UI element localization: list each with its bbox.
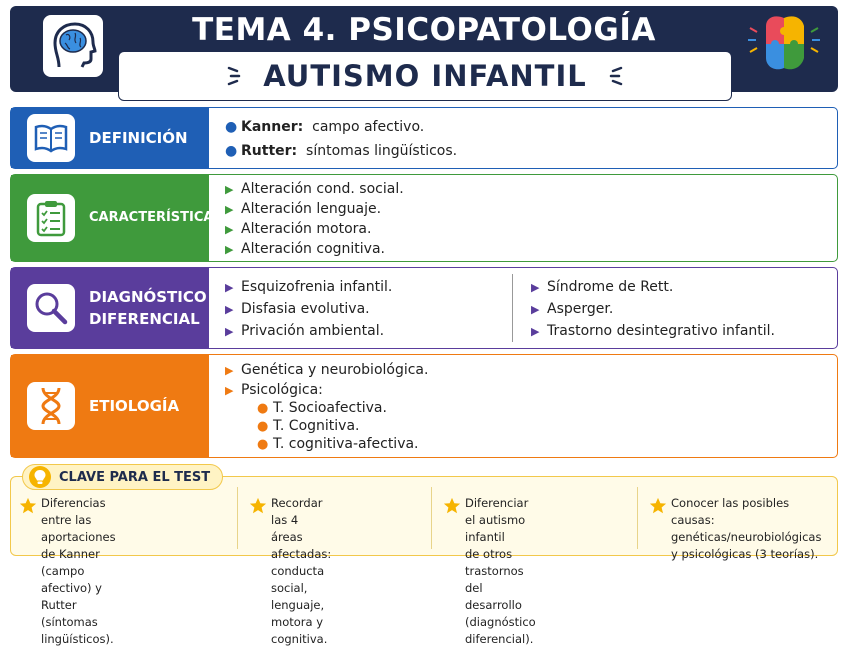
list-item: ▶ Asperger. [531, 301, 614, 317]
subtitle-banner [118, 51, 732, 101]
sub-list-item: ● T. cognitiva-afectiva. [257, 436, 419, 452]
star-icon [249, 497, 267, 515]
puzzle-brain-icon [744, 10, 824, 80]
star-icon [443, 497, 461, 515]
list-item: ▶ Alteración lenguaje. [225, 201, 382, 217]
divider [431, 487, 432, 549]
section-title: ETIOLOGÍA [89, 397, 180, 415]
section-label [11, 268, 209, 348]
section-label [11, 355, 209, 457]
squiggle-right-icon [609, 65, 623, 87]
section-title-line: DIAGNÓSTICO [89, 288, 207, 306]
book-icon [27, 114, 75, 162]
star-icon [649, 497, 667, 515]
squiggle-left-icon [227, 65, 241, 87]
star-icon [19, 497, 37, 515]
list-item: ▶ Esquizofrenia infantil. [225, 279, 393, 295]
list-item: ▶ Psicológica: [225, 382, 323, 398]
page-title: TEMA 4. PSICOPATOLOGÍA [192, 12, 656, 48]
sub-list-item: ● T. Cognitiva. [257, 418, 360, 434]
key-tips-title: CLAVE PARA EL TEST [59, 469, 211, 485]
section-title: DEFINICIÓN [89, 129, 188, 147]
section-title-line: DIFERENCIAL [89, 310, 200, 328]
tip-text: Recordar las 4 áreas afectadas: conducta social, lenguaje, motora y cognitiva. [271, 496, 332, 646]
list-item: ▶ Alteración cognitiva. [225, 241, 385, 257]
sub-list-item: ● T. Socioafectiva. [257, 400, 387, 416]
list-item: ▶ Privación ambiental. [225, 323, 385, 339]
list-item: ▶ Trastorno desintegrativo infantil. [531, 323, 775, 339]
section-diagnostico [10, 267, 838, 349]
section-title [89, 286, 207, 330]
list-item: ● Kanner: campo afectivo. [225, 119, 425, 135]
tip-text: Conocer las posibles causas: genéticas/neurobiológicas y psicológicas (3 teorías). [671, 496, 822, 561]
tip-text: Diferencias entre las aportaciones de Kanner (campo afectivo) y Rutter (síntomas lingüísticos). [41, 496, 116, 646]
column-divider [512, 274, 513, 342]
key-tips-tag [22, 464, 223, 490]
list-item: ▶ Síndrome de Rett. [531, 279, 674, 295]
clipboard-check-icon [27, 194, 75, 242]
section-title: CARACTERÍSTICAS [89, 210, 223, 225]
divider [637, 487, 638, 549]
list-item: ▶ Alteración cond. social. [225, 181, 404, 197]
list-item: ● Rutter: síntomas lingüísticos. [225, 143, 458, 159]
section-etiologia [10, 354, 838, 458]
list-item: ▶ Alteración motora. [225, 221, 372, 237]
lightbulb-icon [29, 466, 51, 488]
magnifier-icon [27, 284, 75, 332]
list-item: ▶ Disfasia evolutiva. [225, 301, 370, 317]
section-definicion [10, 107, 838, 169]
page-subtitle: AUTISMO INFANTIL [263, 59, 587, 93]
section-caracteristicas [10, 174, 838, 262]
tip-text: Diferenciar el autismo infantil de otros trastornos del desarrollo (diagnóstico diferencial). [465, 496, 536, 646]
dna-icon [27, 382, 75, 430]
section-label [11, 108, 209, 168]
section-label [11, 175, 223, 261]
divider [237, 487, 238, 549]
list-item: ▶ Genética y neurobiológica. [225, 362, 429, 378]
